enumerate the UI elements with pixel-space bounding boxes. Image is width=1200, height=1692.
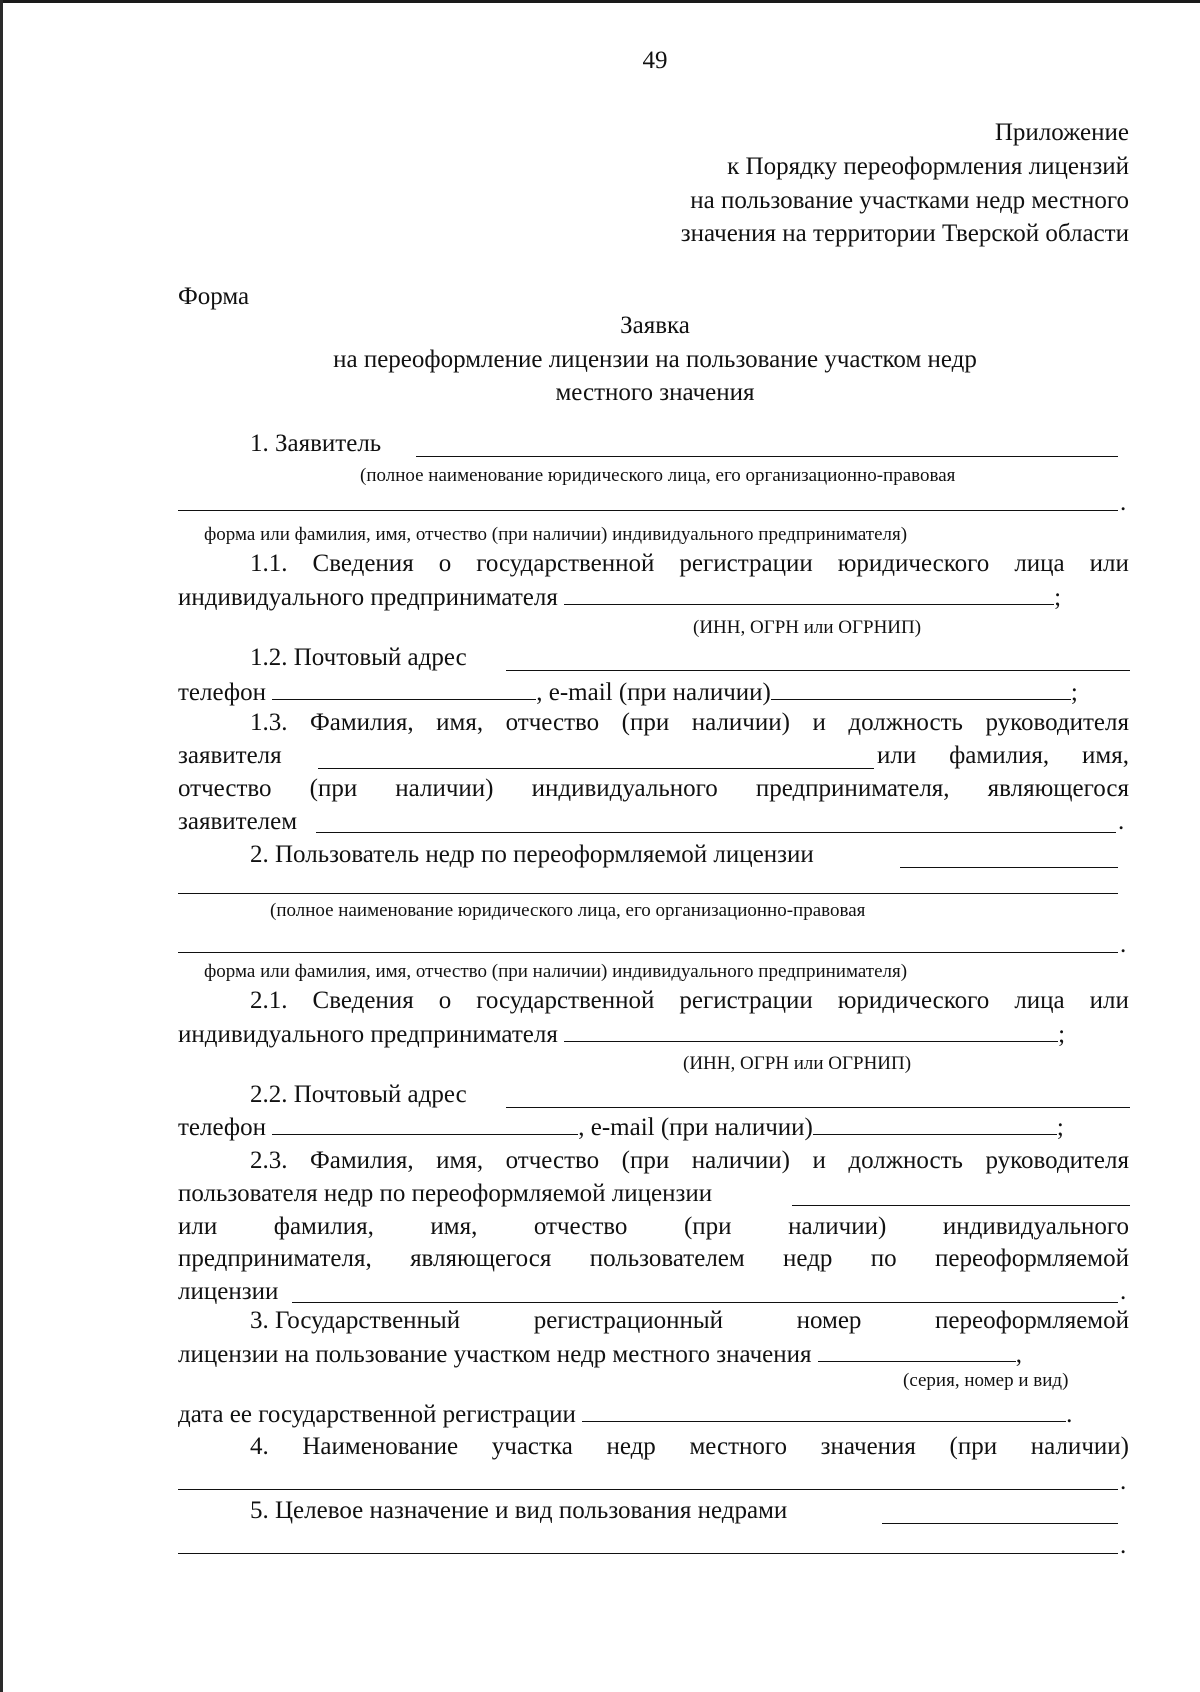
word: 4. bbox=[250, 1433, 269, 1460]
word: являющегося bbox=[410, 1245, 552, 1272]
word: Сведения bbox=[312, 550, 414, 577]
subsoil-user-field[interactable] bbox=[900, 867, 1118, 868]
p11-line-1 bbox=[250, 549, 1129, 579]
word: (при bbox=[621, 1147, 670, 1174]
word: имя, bbox=[436, 1147, 484, 1174]
word: государственной bbox=[476, 550, 655, 577]
postal-address-field[interactable] bbox=[506, 670, 1130, 671]
word: наличии) bbox=[788, 1213, 887, 1240]
word: (при bbox=[309, 775, 358, 802]
page-number: 49 bbox=[642, 47, 668, 74]
inn-hint: (ИНН, ОГРН или ОГРНИП) bbox=[683, 1053, 912, 1074]
phone-field[interactable] bbox=[272, 1112, 578, 1135]
s5-label: 5. Целевое назначение и вид пользования недрами bbox=[250, 1497, 788, 1524]
word: 3. Государственный bbox=[250, 1307, 461, 1334]
word: предпринимателя, bbox=[755, 775, 950, 802]
manager-field[interactable] bbox=[318, 768, 874, 769]
period: . bbox=[1120, 931, 1127, 958]
entrepreneur-field[interactable] bbox=[292, 1302, 1118, 1303]
p23-line-2: пользователя недр по переоформляемой лицензии bbox=[178, 1180, 713, 1207]
word: недр bbox=[783, 1245, 833, 1272]
p11-line-2 bbox=[178, 582, 1061, 613]
word: или bbox=[1089, 550, 1129, 577]
p13-line-2-right bbox=[877, 741, 1129, 771]
p21-line-1 bbox=[250, 986, 1129, 1016]
word: юридического bbox=[837, 987, 990, 1014]
subsoil-user-hint-2: форма или фамилия, имя, отчество (при наличии) индивидуального предпринимателя) bbox=[204, 961, 908, 982]
word: местного bbox=[689, 1433, 788, 1460]
registration-date-field[interactable] bbox=[582, 1399, 1066, 1422]
period: . bbox=[1120, 1278, 1127, 1305]
form-label: Форма bbox=[178, 283, 250, 310]
word: о bbox=[438, 987, 452, 1014]
word: 1.1. bbox=[250, 550, 288, 577]
word: по bbox=[870, 1245, 897, 1272]
p23-line-3 bbox=[178, 1212, 1129, 1242]
word: регистрации bbox=[679, 987, 813, 1014]
postal-label: 2.2. Почтовый адрес bbox=[250, 1081, 467, 1108]
word: участка bbox=[491, 1433, 573, 1460]
word: имя, bbox=[1082, 742, 1129, 769]
word: и bbox=[812, 1147, 826, 1174]
word: отчество bbox=[533, 1213, 628, 1240]
applicant-field-2[interactable] bbox=[178, 510, 1118, 511]
p23-line-4 bbox=[178, 1244, 1129, 1274]
appendix-line-1: Приложение bbox=[994, 119, 1129, 146]
p13-line-1 bbox=[250, 708, 1129, 738]
word: индивидуального bbox=[531, 775, 718, 802]
word: юридического bbox=[837, 550, 990, 577]
semicolon: ; bbox=[1058, 1021, 1066, 1048]
postal-label: 1.2. Почтовый адрес bbox=[250, 644, 467, 671]
semicolon: ; bbox=[1054, 584, 1062, 611]
phone-label: телефон bbox=[178, 1114, 266, 1141]
p11-label: индивидуального предпринимателя bbox=[178, 584, 558, 611]
period: . bbox=[1066, 1401, 1073, 1428]
word: являющегося bbox=[987, 775, 1129, 802]
word: должность bbox=[848, 709, 963, 736]
p13-line-4: заявителем bbox=[178, 808, 298, 835]
word: недр bbox=[606, 1433, 656, 1460]
title-line-2: на переоформление лицензии на пользование участком недр bbox=[333, 346, 977, 373]
registration-field[interactable] bbox=[564, 1019, 1058, 1042]
p13-line-3 bbox=[178, 774, 1129, 804]
email-field[interactable] bbox=[771, 677, 1071, 700]
word: наличии) bbox=[691, 1147, 790, 1174]
title-line-1: Заявка bbox=[620, 312, 690, 339]
s3-line-1 bbox=[250, 1306, 1129, 1336]
word: переоформляемой bbox=[935, 1307, 1129, 1334]
word: фамилия, bbox=[949, 742, 1050, 769]
scan-edge-left bbox=[0, 0, 3, 1692]
word: Наименование bbox=[302, 1433, 459, 1460]
word: (при bbox=[621, 709, 670, 736]
word: пользователем bbox=[589, 1245, 745, 1272]
word: о bbox=[438, 550, 452, 577]
word: регистрационный bbox=[533, 1307, 724, 1334]
period: . bbox=[1120, 1532, 1127, 1559]
site-name-field[interactable] bbox=[178, 1489, 1118, 1490]
p13-l2-label: заявителя bbox=[178, 742, 282, 769]
scan-edge-top bbox=[0, 0, 1200, 3]
purpose-field[interactable] bbox=[882, 1523, 1118, 1524]
phone-email-line bbox=[178, 677, 1078, 708]
word: фамилия, bbox=[273, 1213, 374, 1240]
word: регистрации bbox=[679, 550, 813, 577]
license-number-field[interactable] bbox=[818, 1339, 1016, 1362]
license-hint: (серия, номер и вид) bbox=[903, 1370, 1069, 1391]
word: (при bbox=[949, 1433, 998, 1460]
p23-line-5: лицензии bbox=[178, 1278, 279, 1305]
word: руководителя bbox=[985, 709, 1129, 736]
date-label: дата ее государственной регистрации bbox=[178, 1401, 576, 1428]
appendix-line-2: к Порядку переоформления лицензий bbox=[727, 153, 1129, 180]
word: отчество bbox=[505, 1147, 600, 1174]
license-label: лицензии на пользование участком недр местного значения bbox=[178, 1341, 812, 1368]
word: Фамилия, bbox=[310, 709, 414, 736]
registration-field[interactable] bbox=[564, 582, 1054, 605]
subsoil-user-hint-1: (полное наименование юридического лица, его организационно-правовая bbox=[270, 900, 866, 921]
word: Сведения bbox=[312, 987, 414, 1014]
word: лица bbox=[1014, 987, 1065, 1014]
word: индивидуального bbox=[942, 1213, 1129, 1240]
comma: , bbox=[1015, 1341, 1023, 1368]
word: лица bbox=[1014, 550, 1065, 577]
word: или bbox=[877, 742, 917, 769]
word: или bbox=[178, 1213, 218, 1240]
manager-field[interactable] bbox=[792, 1205, 1130, 1206]
subsoil-user-field-2[interactable] bbox=[178, 893, 1118, 894]
appendix-line-4: значения на территории Тверской области bbox=[680, 220, 1129, 247]
word: (при bbox=[683, 1213, 732, 1240]
s3-line-3 bbox=[178, 1399, 1072, 1430]
word: руководителя bbox=[985, 1147, 1129, 1174]
entrepreneur-field[interactable] bbox=[316, 832, 1116, 833]
word: 1.3. bbox=[250, 709, 288, 736]
applicant-hint-2: форма или фамилия, имя, отчество (при наличии) индивидуального предпринимателя) bbox=[204, 524, 908, 545]
word: 2.1. bbox=[250, 987, 288, 1014]
email-label: , e-mail (при наличии) bbox=[578, 1114, 813, 1141]
postal-address-field[interactable] bbox=[506, 1107, 1130, 1108]
word: наличии) bbox=[691, 709, 790, 736]
s4-line-1 bbox=[250, 1432, 1129, 1462]
word: отчество bbox=[505, 709, 600, 736]
word: значения bbox=[820, 1433, 916, 1460]
word: наличии) bbox=[395, 775, 494, 802]
s3-line-2 bbox=[178, 1339, 1022, 1370]
inn-hint: (ИНН, ОГРН или ОГРНИП) bbox=[693, 617, 922, 638]
applicant-period: . bbox=[1120, 489, 1127, 516]
phone-label: телефон bbox=[178, 679, 266, 706]
email-label: , e-mail (при наличии) bbox=[536, 679, 771, 706]
word: имя, bbox=[436, 709, 484, 736]
word: должность bbox=[848, 1147, 963, 1174]
semicolon: ; bbox=[1070, 679, 1078, 706]
subsoil-user-label: 2. Пользователь недр по переоформляемой лицензии bbox=[250, 841, 814, 868]
word: наличии) bbox=[1030, 1433, 1129, 1460]
p21-label: индивидуального предпринимателя bbox=[178, 1021, 558, 1048]
p23-line-1 bbox=[250, 1146, 1129, 1176]
word: переоформляемой bbox=[934, 1245, 1129, 1272]
phone-email-line bbox=[178, 1112, 1064, 1143]
applicant-field[interactable] bbox=[416, 456, 1118, 457]
word: предпринимателя, bbox=[178, 1245, 372, 1272]
subsoil-user-field-3[interactable] bbox=[178, 952, 1118, 953]
applicant-hint-1: (полное наименование юридического лица, его организационно-правовая bbox=[360, 465, 956, 486]
phone-field[interactable] bbox=[272, 677, 536, 700]
word: номер bbox=[796, 1307, 862, 1334]
purpose-field-2[interactable] bbox=[178, 1553, 1118, 1554]
appendix-line-3: на пользование участками недр местного bbox=[690, 187, 1129, 214]
word: имя, bbox=[430, 1213, 478, 1240]
applicant-label: 1. Заявитель bbox=[250, 430, 382, 457]
word: или bbox=[1089, 987, 1129, 1014]
word: Фамилия, bbox=[310, 1147, 414, 1174]
word: и bbox=[812, 709, 826, 736]
p21-line-2 bbox=[178, 1019, 1065, 1050]
word: государственной bbox=[476, 987, 655, 1014]
period: . bbox=[1118, 808, 1125, 835]
title-line-3: местного значения bbox=[555, 379, 755, 406]
semicolon: ; bbox=[1056, 1114, 1064, 1141]
email-field[interactable] bbox=[813, 1112, 1057, 1135]
period: . bbox=[1120, 1468, 1127, 1495]
word: 2.3. bbox=[250, 1147, 288, 1174]
word: отчество bbox=[178, 775, 272, 802]
